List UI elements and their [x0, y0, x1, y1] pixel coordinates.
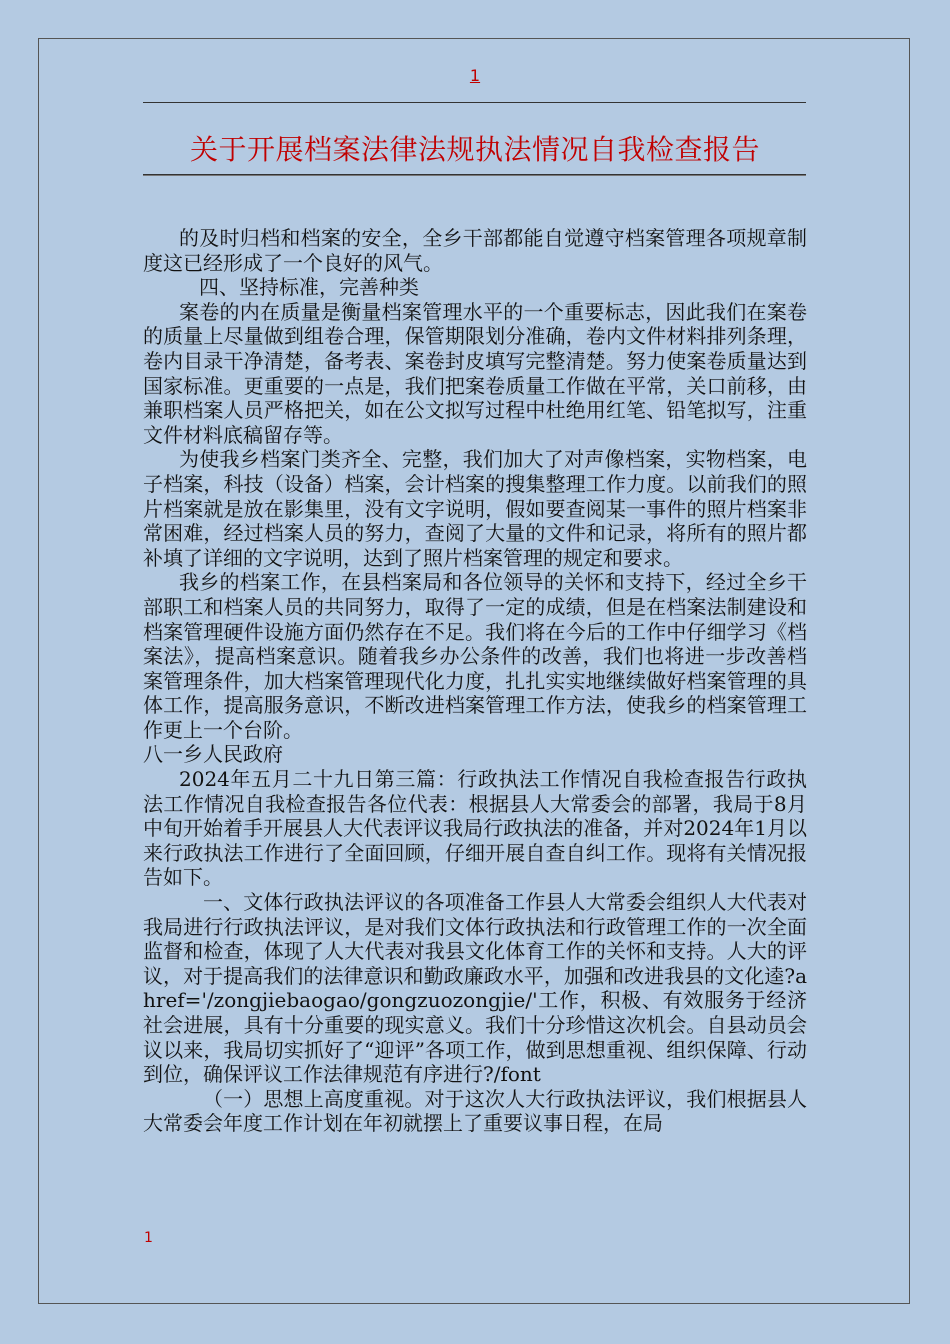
footer-page-number: 1 — [144, 1230, 153, 1246]
header-rule — [143, 102, 806, 103]
paragraph: 的及时归档和档案的安全，全乡干部都能自觉遵守档案管理各项规章制度这已经形成了一个良好的风气。 — [143, 226, 807, 275]
paragraph: 我乡的档案工作，在县档案局和各位领导的关怀和支持下，经过全乡干部职工和档案人员的共同努力，取得了一定的成绩，但是在档案法制建设和档案管理硬件设施方面仍然存在不足。我们将在今后的工作中仔细学习《档案法》，提高档案意识。随着我乡办公条件的改善，我们也将进一步改善档案管理条件，加大档案管理现代化力度，扎扎实实地继续做好档案管理的具体工作，提高服务意识，不断改进档案管理工作方法，使我乡的档案管理工作更上一个台阶。 — [143, 570, 807, 742]
paragraph: 案卷的内在质量是衡量档案管理水平的一个重要标志，因此我们在案卷的质量上尽量做到组卷合理，保管期限划分准确，卷内文件材料排列条理，卷内目录干净清楚，备考表、案卷封皮填写完整清楚。努力使案卷质量达到国家标准。更重要的一点是，我们把案卷质量工作做在平常，关口前移，由兼职档案人员严格把关，如在公文拟写过程中杜绝用红笔、铅笔拟写，注重文件材料底稿留存等。 — [143, 299, 807, 447]
paragraph: 一、文体行政执法评议的各项准备工作县人大常委会组织人大代表对我局进行行政执法评议，是对我们文体行政执法和行政管理工作的一次全面监督和检查，体现了人大代表对我县文化体育工作的关怀和支持。人大的评议，对于提高我们的法律意识和勤政廉政水平，加强和改进我县的文化逵?a href='/zongjiebaogao/gongzuozongjie/'工作，积极、有效服务于经济社会进展，具有十分重要的现实意义。我们十分珍惜这次机会。自县动员会议以来，我局切实抓好了“迎评”各项工作，做到思想重视、组织保障、行动到位，确保评议工作法律规范有序进行?/font — [143, 890, 807, 1087]
paragraph: （一）思想上高度重视。对于这次人大行政执法评议，我们根据县人大常委会年度工作计划在年初就摆上了重要议事日程，在局 — [143, 1086, 807, 1136]
title-rule — [143, 174, 806, 175]
signature-line: 八一乡人民政府 — [143, 742, 283, 767]
section-heading: 四、坚持标准，完善种类 — [199, 275, 419, 300]
document-title: 关于开展档案法律法规执法情况自我检查报告 — [189, 133, 760, 166]
paragraph: 2024年五月二十九日第三篇：行政执法工作情况自我检查报告行政执法工作情况自我检查报告各位代表：根据县人大常委会的部署，我局于8月中旬开始着手开展县人大代表评议我局行政执法的准备，并对2024年1月以来行政执法工作进行了全面回顾，仔细开展自查自纠工作。现将有关情况报告如下。 — [143, 767, 807, 890]
document-body — [143, 226, 807, 1136]
header-page-number: 1 — [469, 66, 481, 85]
paragraph: 为使我乡档案门类齐全、完整，我们加大了对声像档案，实物档案，电子档案，科技（设备）档案，会计档案的搜集整理工作力度。以前我们的照片档案就是放在影集里，没有文字说明，假如要查阅某一事件的照片档案非常困难，经过档案人员的努力，查阅了大量的文件和记录，将所有的照片都补填了详细的文字说明，达到了照片档案管理的规定和要求。 — [143, 447, 807, 570]
